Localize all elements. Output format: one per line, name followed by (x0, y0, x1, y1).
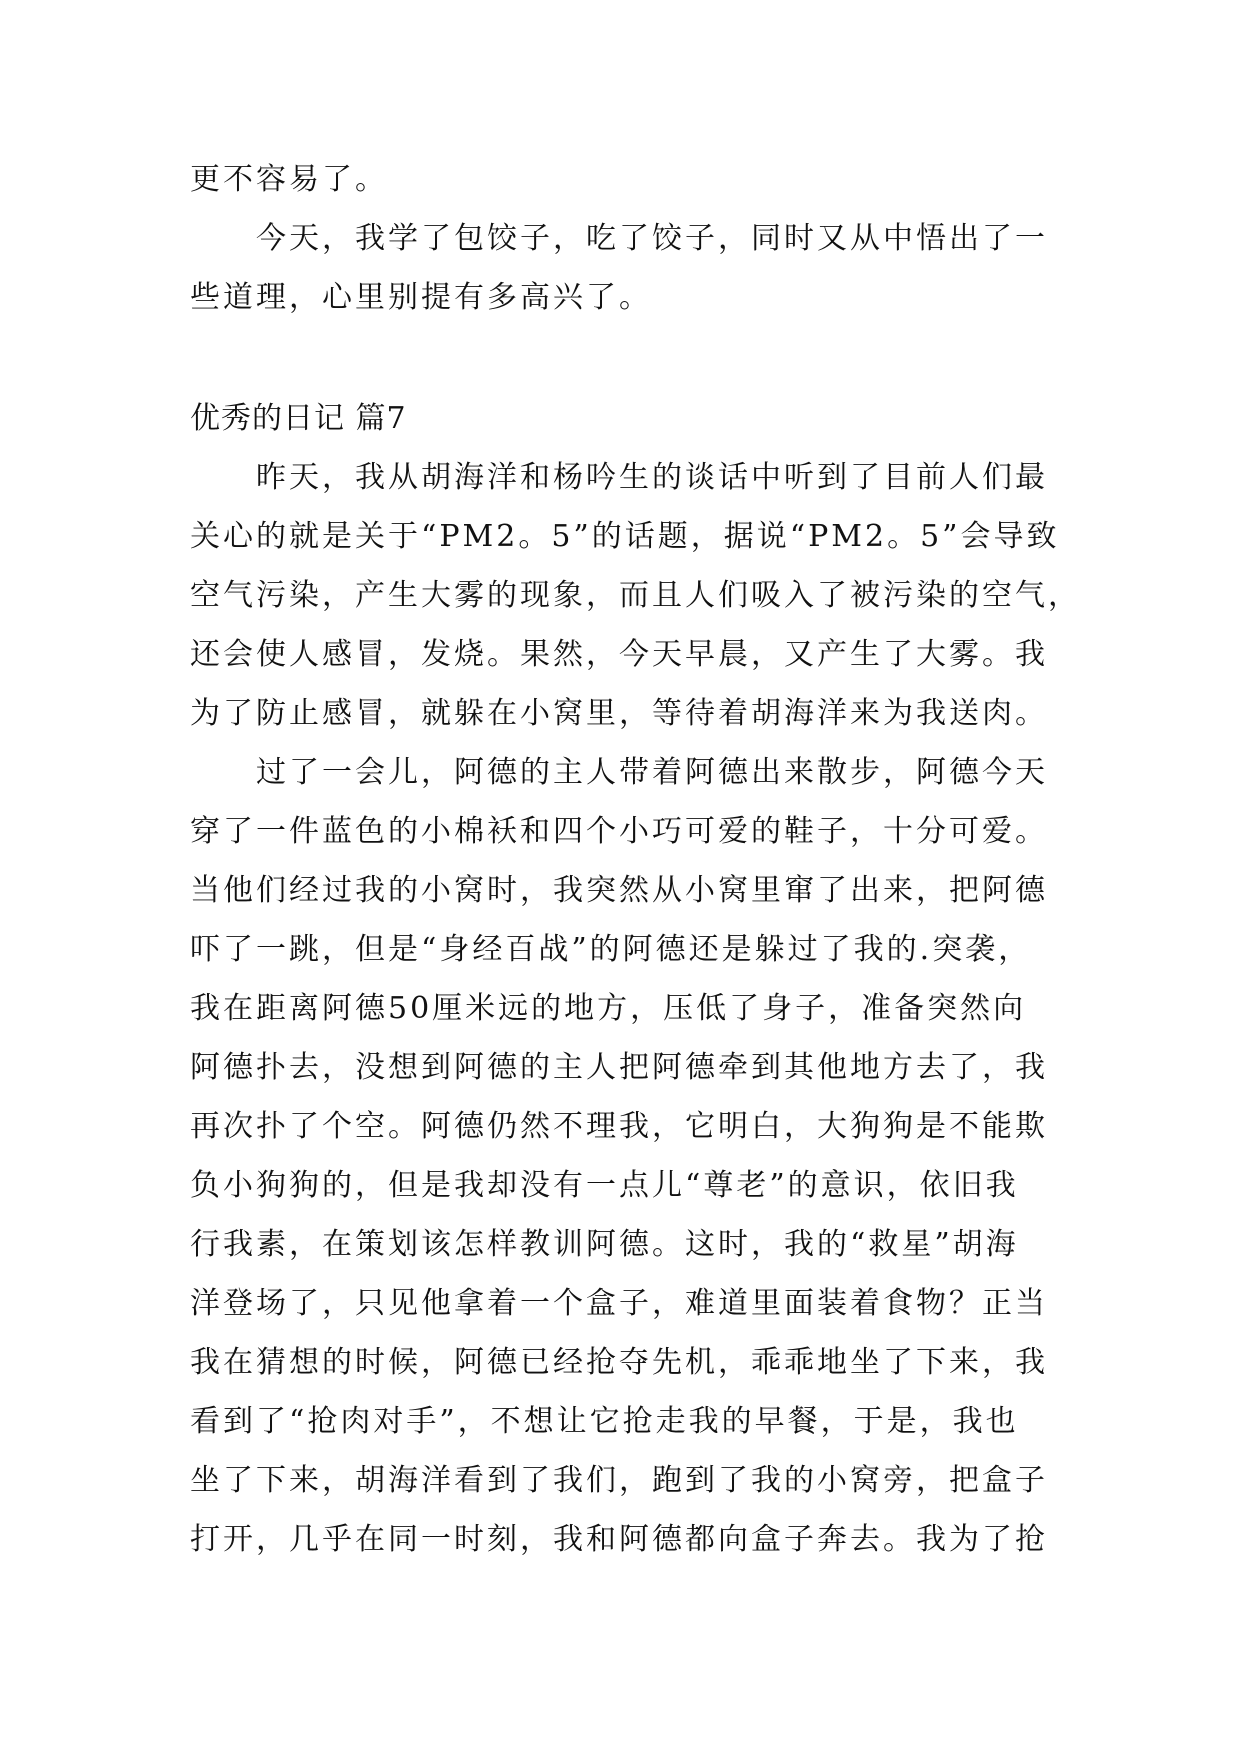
text-line: 阿德扑去，没想到阿德的主人把阿德牵到其他地方去了，我 (190, 1050, 1048, 1085)
text-line: 更不容易了。 (190, 162, 388, 197)
text-line: 些道理，心里别提有多高兴了。 (190, 280, 652, 315)
text-line: 为了防止感冒，就躲在小窝里，等待着胡海洋来为我送肉。 (190, 696, 1048, 731)
text-line: 坐了下来，胡海洋看到了我们，跑到了我的小窝旁，把盒子 (190, 1463, 1048, 1498)
text-line: 空气污染，产生大雾的现象，而且人们吸入了被污染的空气， (190, 578, 1081, 613)
text-line: 看到了“抢肉对手”，不想让它抢走我的早餐，于是，我也 (190, 1404, 1019, 1439)
text-line: 关心的就是关于“PM2。5”的话题，据说“PM2。5”会导致 (190, 519, 1060, 554)
text-line: 还会使人感冒，发烧。果然，今天早晨，又产生了大雾。我 (190, 637, 1048, 672)
section-heading: 优秀的日记 篇7 (190, 401, 407, 436)
text-line: 打开，几乎在同一时刻，我和阿德都向盒子奔去。我为了抢 (190, 1522, 1048, 1557)
text-line: 昨天，我从胡海洋和杨吟生的谈话中听到了目前人们最 (256, 460, 1048, 495)
text-line: 穿了一件蓝色的小棉袄和四个小巧可爱的鞋子，十分可爱。 (190, 814, 1048, 849)
text-line: 当他们经过我的小窝时，我突然从小窝里窜了出来，把阿德 (190, 873, 1048, 908)
text-line: 再次扑了个空。阿德仍然不理我，它明白，大狗狗是不能欺 (190, 1109, 1048, 1144)
text-line: 吓了一跳，但是“身经百战”的阿德还是躲过了我的.突袭， (190, 932, 1032, 967)
text-line: 负小狗狗的，但是我却没有一点儿“尊老”的意识，依旧我 (190, 1168, 1019, 1203)
text-line: 今天，我学了包饺子，吃了饺子，同时又从中悟出了一 (256, 221, 1048, 256)
section-gap (190, 327, 1070, 389)
text-line: 行我素，在策划该怎样教训阿德。这时，我的“救星”胡海 (190, 1227, 1019, 1262)
text-line: 我在猜想的时候，阿德已经抢夺先机，乖乖地坐了下来，我 (190, 1345, 1048, 1380)
text-line: 洋登场了，只见他拿着一个盒子，难道里面装着食物？正当 (190, 1286, 1048, 1321)
text-line: 我在距离阿德50厘米远的地方，压低了身子，准备突然向 (190, 991, 1027, 1026)
text-line: 过了一会儿，阿德的主人带着阿德出来散步，阿德今天 (256, 755, 1048, 790)
document-body (190, 150, 1081, 1569)
